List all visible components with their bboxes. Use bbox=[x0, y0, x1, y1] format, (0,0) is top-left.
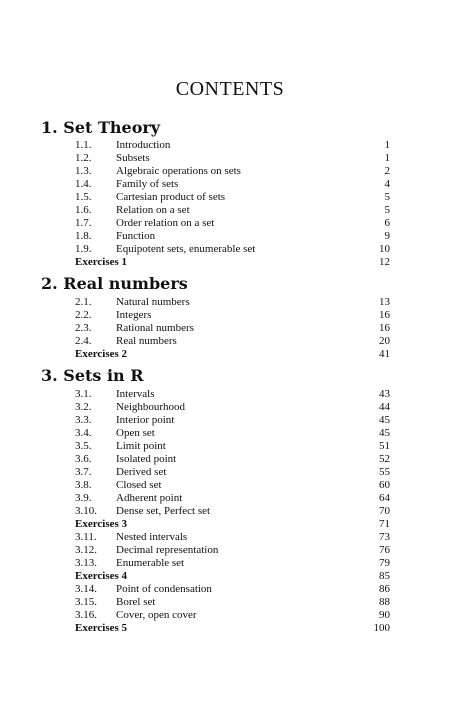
toc-row[interactable] bbox=[75, 309, 390, 322]
section-number: 3.2. bbox=[75, 401, 92, 413]
page-number: 44 bbox=[379, 401, 390, 413]
toc-row[interactable] bbox=[75, 440, 390, 453]
toc-row[interactable] bbox=[75, 165, 390, 178]
toc-row[interactable] bbox=[75, 544, 390, 557]
toc-row[interactable] bbox=[75, 204, 390, 217]
section-title: Closed set bbox=[116, 479, 162, 491]
section-title: Borel set bbox=[116, 596, 156, 608]
section-title: Integers bbox=[116, 309, 152, 321]
section-number: 1.4. bbox=[75, 178, 92, 190]
section-title: Family of sets bbox=[116, 178, 179, 190]
section-title: Order relation on a set bbox=[116, 217, 215, 229]
section-title: Cover, open cover bbox=[116, 609, 197, 621]
toc-row[interactable] bbox=[75, 243, 390, 256]
page-number: 16 bbox=[379, 309, 390, 321]
page-number: 88 bbox=[379, 596, 390, 608]
page-number: 45 bbox=[379, 427, 390, 439]
page-number: 9 bbox=[384, 230, 390, 242]
page-number: 1 bbox=[384, 152, 390, 164]
toc-row[interactable] bbox=[75, 401, 390, 414]
toc-row[interactable] bbox=[75, 505, 390, 518]
section-title: Intervals bbox=[116, 388, 155, 400]
toc-row[interactable] bbox=[75, 479, 390, 492]
section-title: Dense set, Perfect set bbox=[116, 505, 211, 517]
section-number: 1.3. bbox=[75, 165, 92, 177]
section-number: 3.15. bbox=[75, 596, 97, 608]
section-number: 3.16. bbox=[75, 609, 97, 621]
exercise-label: Exercises 5 bbox=[75, 622, 128, 634]
section-title: Algebraic operations on sets bbox=[116, 165, 241, 177]
section-title: Equipotent sets, enumerable set bbox=[116, 243, 256, 255]
toc-row[interactable] bbox=[75, 139, 390, 152]
exercise-row[interactable] bbox=[75, 348, 390, 361]
section-title: Relation on a set bbox=[116, 204, 190, 216]
toc-row[interactable] bbox=[75, 466, 390, 479]
page-number: 64 bbox=[379, 492, 390, 504]
section-title: Interior point bbox=[116, 414, 175, 426]
section-title: Limit point bbox=[116, 440, 166, 452]
section-number: 3.14. bbox=[75, 583, 97, 595]
section-number: 3.4. bbox=[75, 427, 92, 439]
section-title: Neighbourhood bbox=[116, 401, 186, 413]
section-title: Real numbers bbox=[116, 335, 177, 347]
section-title: Subsets bbox=[116, 152, 150, 164]
page-number: 5 bbox=[384, 191, 390, 203]
toc-row[interactable] bbox=[75, 335, 390, 348]
toc-row[interactable] bbox=[75, 296, 390, 309]
toc-row[interactable] bbox=[75, 230, 390, 243]
section-number: 3.5. bbox=[75, 440, 92, 452]
exercise-row[interactable] bbox=[75, 622, 390, 635]
page-number: 60 bbox=[379, 479, 390, 491]
section-number: 3.3. bbox=[75, 414, 92, 426]
section-number: 3.6. bbox=[75, 453, 92, 465]
toc-row[interactable] bbox=[75, 152, 390, 165]
page-number: 41 bbox=[379, 348, 390, 360]
page-number: 12 bbox=[379, 256, 390, 268]
section-title: Natural numbers bbox=[116, 296, 190, 308]
page-number: 20 bbox=[379, 335, 390, 347]
chapter-title: 2. Real numbers bbox=[41, 274, 188, 293]
page-number: 73 bbox=[379, 531, 390, 543]
toc-row[interactable] bbox=[75, 583, 390, 596]
page-number: 71 bbox=[379, 518, 390, 530]
section-title: Rational numbers bbox=[116, 322, 194, 334]
section-number: 3.12. bbox=[75, 544, 97, 556]
section-number: 1.1. bbox=[75, 139, 92, 151]
page-number: 90 bbox=[379, 609, 390, 621]
section-title: Decimal representation bbox=[116, 544, 219, 556]
page-number: 76 bbox=[379, 544, 390, 556]
chapter-title: 3. Sets in R bbox=[41, 366, 144, 385]
section-number: 2.3. bbox=[75, 322, 92, 334]
section-title: Function bbox=[116, 230, 156, 242]
page-number: 16 bbox=[379, 322, 390, 334]
section-title: Point of condensation bbox=[116, 583, 212, 595]
page-title: CONTENTS bbox=[175, 78, 285, 100]
exercise-row[interactable] bbox=[75, 518, 390, 531]
section-number: 2.4. bbox=[75, 335, 92, 347]
page-number: 4 bbox=[384, 178, 390, 190]
page-number: 10 bbox=[379, 243, 390, 255]
page-number: 13 bbox=[379, 296, 390, 308]
toc-row[interactable] bbox=[75, 492, 390, 505]
page-number: 51 bbox=[379, 440, 390, 452]
section-number: 3.1. bbox=[75, 388, 92, 400]
toc-row[interactable] bbox=[75, 596, 390, 609]
page-number: 52 bbox=[379, 453, 390, 465]
section-title: Nested intervals bbox=[116, 531, 188, 543]
toc-row[interactable] bbox=[75, 178, 390, 191]
section-number: 2.2. bbox=[75, 309, 92, 321]
section-number: 1.2. bbox=[75, 152, 92, 164]
toc-row[interactable] bbox=[75, 217, 390, 230]
page-number: 2 bbox=[384, 165, 390, 177]
page-number: 43 bbox=[379, 388, 390, 400]
section-number: 3.13. bbox=[75, 557, 97, 569]
exercise-label: Exercises 4 bbox=[75, 570, 128, 582]
page-number: 5 bbox=[384, 204, 390, 216]
toc-row[interactable] bbox=[75, 191, 390, 204]
section-title: Derived set bbox=[116, 466, 167, 478]
toc-row[interactable] bbox=[75, 388, 390, 401]
exercise-row[interactable] bbox=[75, 570, 390, 583]
section-title: Enumerable set bbox=[116, 557, 185, 569]
section-title: Introduction bbox=[116, 139, 171, 151]
section-title: Isolated point bbox=[116, 453, 177, 465]
toc-row[interactable] bbox=[75, 322, 390, 335]
page-number: 86 bbox=[379, 583, 390, 595]
section-title: Cartesian product of sets bbox=[116, 191, 226, 203]
page-number: 79 bbox=[379, 557, 390, 569]
section-number: 3.7. bbox=[75, 466, 92, 478]
chapter-title: 1. Set Theory bbox=[41, 118, 161, 137]
page-number: 70 bbox=[379, 505, 390, 517]
section-number: 2.1. bbox=[75, 296, 92, 308]
section-number: 1.7. bbox=[75, 217, 92, 229]
section-number: 3.11. bbox=[75, 531, 97, 543]
page-number: 6 bbox=[384, 217, 390, 229]
section-number: 3.8. bbox=[75, 479, 92, 491]
section-number: 3.9. bbox=[75, 492, 92, 504]
toc-row[interactable] bbox=[75, 414, 390, 427]
page-number: 55 bbox=[379, 466, 390, 478]
section-number: 1.8. bbox=[75, 230, 92, 242]
section-title: Open set bbox=[116, 427, 155, 439]
toc-row[interactable] bbox=[75, 531, 390, 544]
exercise-label: Exercises 1 bbox=[75, 256, 128, 268]
exercise-row[interactable] bbox=[75, 256, 390, 269]
page-number: 1 bbox=[384, 139, 390, 151]
toc-row[interactable] bbox=[75, 609, 390, 622]
exercise-label: Exercises 2 bbox=[75, 348, 128, 360]
toc-row[interactable] bbox=[75, 557, 390, 570]
page-number: 100 bbox=[373, 622, 390, 634]
toc-row[interactable] bbox=[75, 453, 390, 466]
section-title: Adherent point bbox=[116, 492, 183, 504]
section-number: 1.6. bbox=[75, 204, 92, 216]
section-number: 1.9. bbox=[75, 243, 92, 255]
page-number: 45 bbox=[379, 414, 390, 426]
exercise-label: Exercises 3 bbox=[75, 518, 128, 530]
page-number: 85 bbox=[379, 570, 390, 582]
toc-row[interactable] bbox=[75, 427, 390, 440]
section-number: 1.5. bbox=[75, 191, 92, 203]
section-number: 3.10. bbox=[75, 505, 97, 517]
